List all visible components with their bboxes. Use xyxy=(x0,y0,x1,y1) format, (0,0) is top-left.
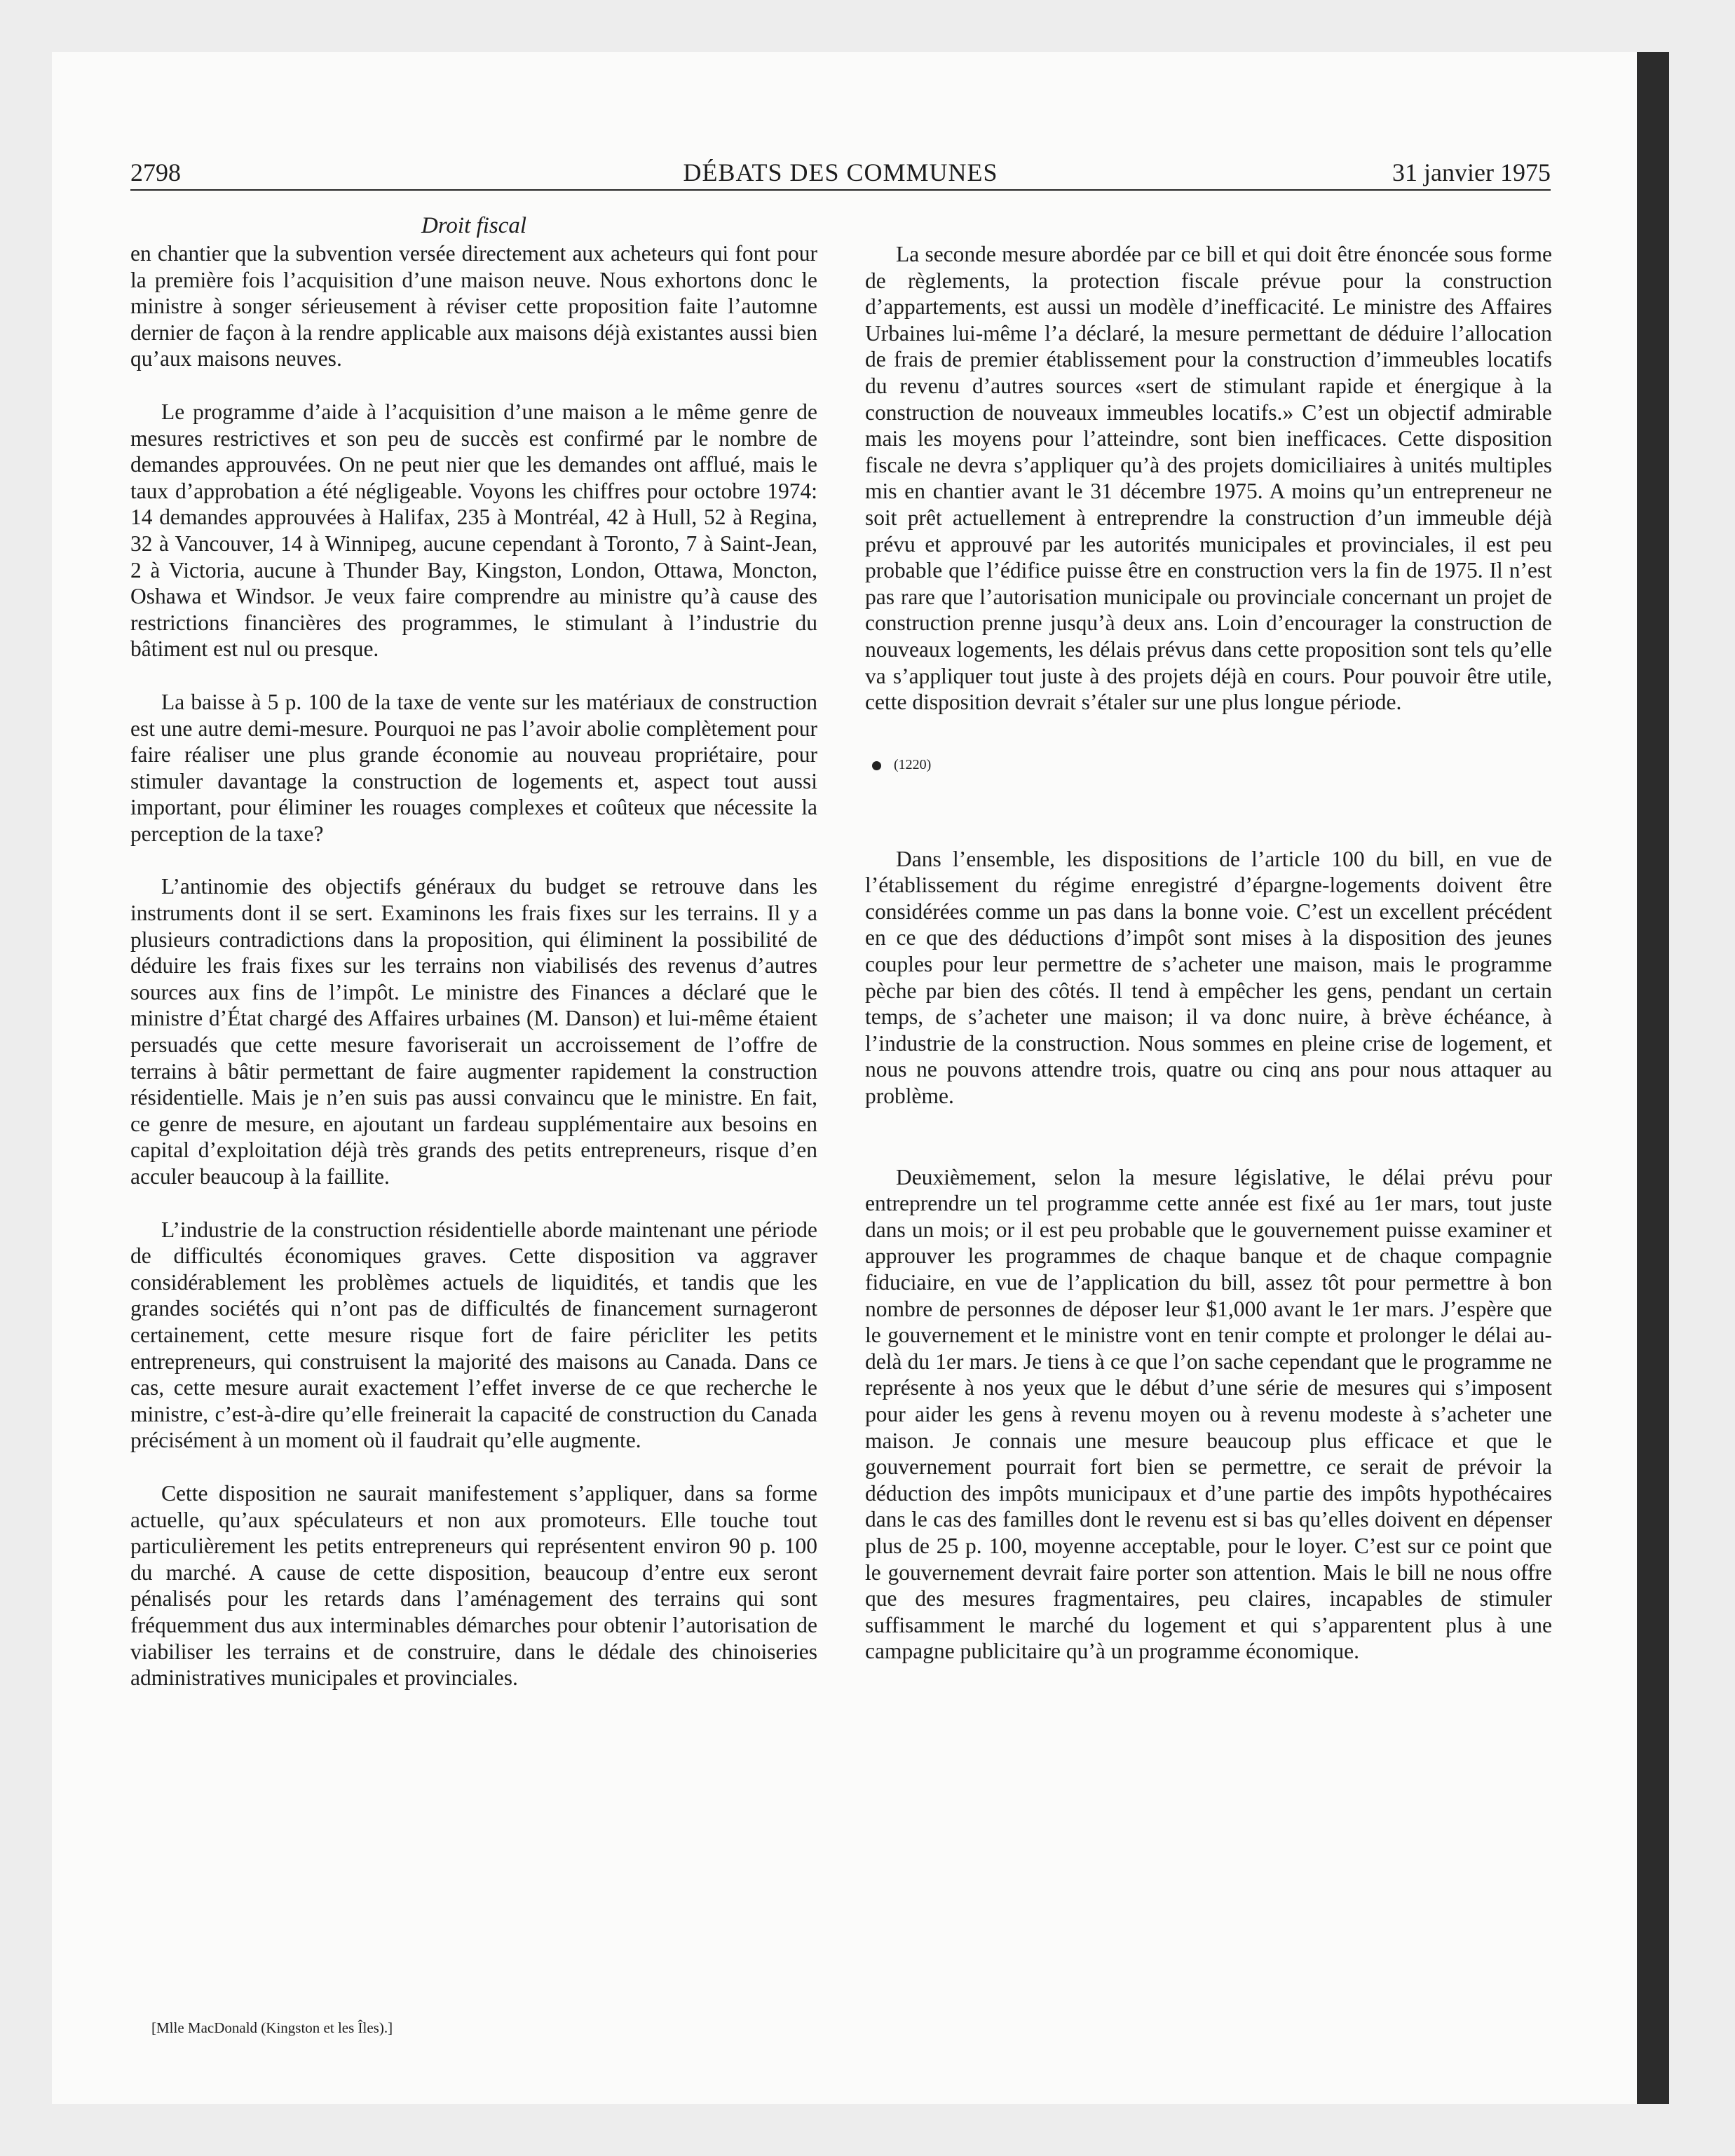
page-header xyxy=(130,157,1551,191)
page-number: 2798 xyxy=(130,158,181,186)
spacer xyxy=(865,1136,1552,1164)
paragraph: La baisse à 5 p. 100 de la taxe de vente sur les matériaux de construction est une autre demi-mesure. Pourquoi ne pas l’avoir abolie complètement pour faire réaliser une plus grande économie au nouveau propriétaire, pour stimuler davantage la construction de logements et, aspect tout aussi important, pour éliminer les rouages complexes et coûteux que nécessite la perception de la taxe? xyxy=(130,689,817,846)
bullet-icon xyxy=(872,761,881,770)
publication-title: DÉBATS DES COMMUNES xyxy=(683,158,998,186)
paragraph: La seconde mesure abordée par ce bill et qui doit être énoncée sous forme de règlements, la protection fiscale prévue pour la construction d’appartements, est aussi un modèle d’inefficacité. Le ministre des Affaires Urbaines lui-même l’a déclaré, la mesure permettant de déduire l’allocation de frais de premier établissement pour la construction d’immeubles locatifs du revenu d’autres sources «sert de stimulant rapide et énergique à la construction de nouveaux immeubles locatifs.» C’est un objectif admirable mais les moyens pour l’atteindre, sont bien inefficaces. Cette disposition fiscale ne devra s’appliquer qu’à des projets domiciliaires à unités multiples mis en chantier avant le 31 décembre 1975. A moins qu’un entrepreneur ne soit prêt actuellement à entreprendre la construction d’un immeuble déjà prévu et approuvé par les autorités municipales et provinciales, il est peu probable que l’édifice puisse être en construction vers la fin de 1975. Il n’est pas rare que l’autorisation municipale ou provinciale concernant un projet de construction prenne jusqu’à deux ans. Loin d’encourager la construction de nouveaux logements, les délais prévus dans cette proposition sont tels qu’elle va s’appliquer tout juste à des projets déjà en cours. Pour pouvoir être utile, cette disposition devrait s’étaler sur une plus longue période. xyxy=(865,242,1552,715)
paragraph: en chantier que la subvention versée directement aux acheteurs qui font pour la première fois l’acquisition d’une maison neuve. Nous exhortons donc le ministre à songer sérieusement à réviser cette proposition faite l’automne dernier de façon à la rendre applicable aux maisons déjà existantes aussi bien qu’aux maisons neuves. xyxy=(130,241,817,371)
speaker-attribution: [Mlle MacDonald (Kingston et les Îles).] xyxy=(151,2019,393,2036)
time-marker xyxy=(872,756,1552,773)
time-marker-label: (1220) xyxy=(894,756,932,772)
paragraph: Cette disposition ne saurait manifestement s’appliquer, dans sa forme actuelle, qu’aux spéculateurs et non aux promoteurs. Elle touche tout particulièrement les petits entrepreneurs qui représentent environ 90 p. 100 du marché. A cause de cette disposition, beaucoup d’entre eux seront pénalisés pour les retards dans l’aménagement des terrains qui sont fréquemment dus aux interminables démarches pour obtenir l’autorisation de viabiliser les terrains et de construire, dans le dédale des chinoiseries administratives municipales et provinciales. xyxy=(130,1480,817,1691)
page-date: 31 janvier 1975 xyxy=(1392,158,1551,186)
section-title: Droit fiscal xyxy=(421,213,527,238)
paragraph: Le programme d’aide à l’acquisition d’une maison a le même genre de mesures restrictives et son peu de succès est confirmé par le nombre de demandes approuvées. On ne peut nier que les demandes ont afflué, mais le taux d’approbation a été négligeable. Voyons les chiffres pour octobre 1974: 14 demandes approuvées à Halifax, 235 à Montréal, 42 à Hull, 52 à Regina, 32 à Vancouver, 14 à Winnipeg, aucune cependant à Toronto, 7 à Saint-Jean, 2 à Victoria, aucune à Thunder Bay, Kingston, London, Ottawa, Moncton, Oshawa et Windsor. Je veux faire comprendre au ministre qu’à cause des restrictions financières des programmes, le stimulant à l’industrie du bâtiment est nul ou presque. xyxy=(130,399,817,662)
left-column xyxy=(130,212,817,1718)
scan-edge xyxy=(1637,52,1669,2104)
paragraph: Deuxièmement, selon la mesure législative, le délai prévu pour entreprendre un tel programme cette année est fixé au 1er mars, tout juste dans un mois; or il est peu probable que le gouvernement puisse examiner et approuver les programmes de chaque banque et de chaque compagnie fiduciaire, en vue de l’application du bill, assez tôt pour permettre à bon nombre de personnes de déposer leur $1,000 avant le 1er mars. J’espère que le gouvernement et le ministre vont en tenir compte et prolonger le délai au-delà du 1er mars. Je tiens à ce que l’on sache cependant que le programme ne représente à nos yeux que le début d’une série de mesures qui s’imposent pour aider les gens à revenu moyen ou à revenu modeste à s’acheter une maison. Je connais une mesure beaucoup plus efficace et que le gouvernement pourrait fort bien se permettre, ce serait de prévoir la déduction des impôts municipaux et d’une partie des impôts hypothécaires dans le cas des familles dont le revenu est si bas qu’elles doivent en dépenser plus de 25 p. 100, moyenne acceptable, pour le loyer. C’est sur ce point que le gouvernement devrait faire porter son attention. Mais le bill ne nous offre que des mesures fragmentaires, peu claires, incapables de stimuler suffisamment le marché du logement et qui s’apparentent plus à une campagne publicitaire qu’à un programme économique. xyxy=(865,1164,1552,1664)
paragraph: L’antinomie des objectifs généraux du budget se retrouve dans les instruments dont il se sert. Examinons les frais fixes sur les terrains. Il y a plusieurs contradictions dans la proposition, qui éliminent la possibilité de déduire les frais fixes sur les terrains non viabilisés des revenus d’autres sources aux fins de l’impôt. Le ministre des Finances a déclaré que le ministre d’État chargé des Affaires urbaines (M. Danson) et lui-même étaient persuadés que cette mesure favoriserait un accroissement de l’offre de terrains à bâtir permettant de faire augmenter rapidement la construction résidentielle. Mais je n’en suis pas aussi convaincu que le ministre. En fait, ce genre de mesure, en ajoutant un fardeau supplémentaire aux besoins en capital d’exploitation déjà très grands des petits entrepreneurs, risque d’en acculer beaucoup à la faillite. xyxy=(130,874,817,1189)
paragraph: Dans l’ensemble, les dispositions de l’article 100 du bill, en vue de l’établissement du régime enregistré d’épargne-logements doivent être considérées comme un pas dans la bonne voie. C’est un excellent précédent en ce que des déductions d’impôt sont mises à la disposition des jeunes couples pour leur permettre de s’acheter une maison, mais le programme pèche par bien des côtés. Il tend à empêcher les gens, pendant un certain temps, de s’acheter une maison; il va donc nuire, à brève échéance, à l’industrie de la construction. Nous sommes en pleine crise de logement, et nous ne pouvons attendre trois, quatre ou cinq ans pour nous attaquer au problème. xyxy=(865,846,1552,1109)
right-column xyxy=(865,241,1552,1691)
paragraph: L’industrie de la construction résidentielle aborde maintenant une période de difficultés économiques graves. Cette disposition va aggraver considérablement les problèmes actuels de liquidités, et tandis que les grandes sociétés qui n’ont pas de difficultés de financement surnageront certainement, cette mesure risque fort de faire péricliter les petits entrepreneurs, qui construisent la majorité des maisons au Canada. Dans ce cas, cette mesure aurait exactement l’effet inverse de ce que recherche le ministre, c’est-à-dire qu’elle freinerait la capacité de construction du Canada précisément à un moment où il faudrait qu’elle augmente. xyxy=(130,1217,817,1453)
